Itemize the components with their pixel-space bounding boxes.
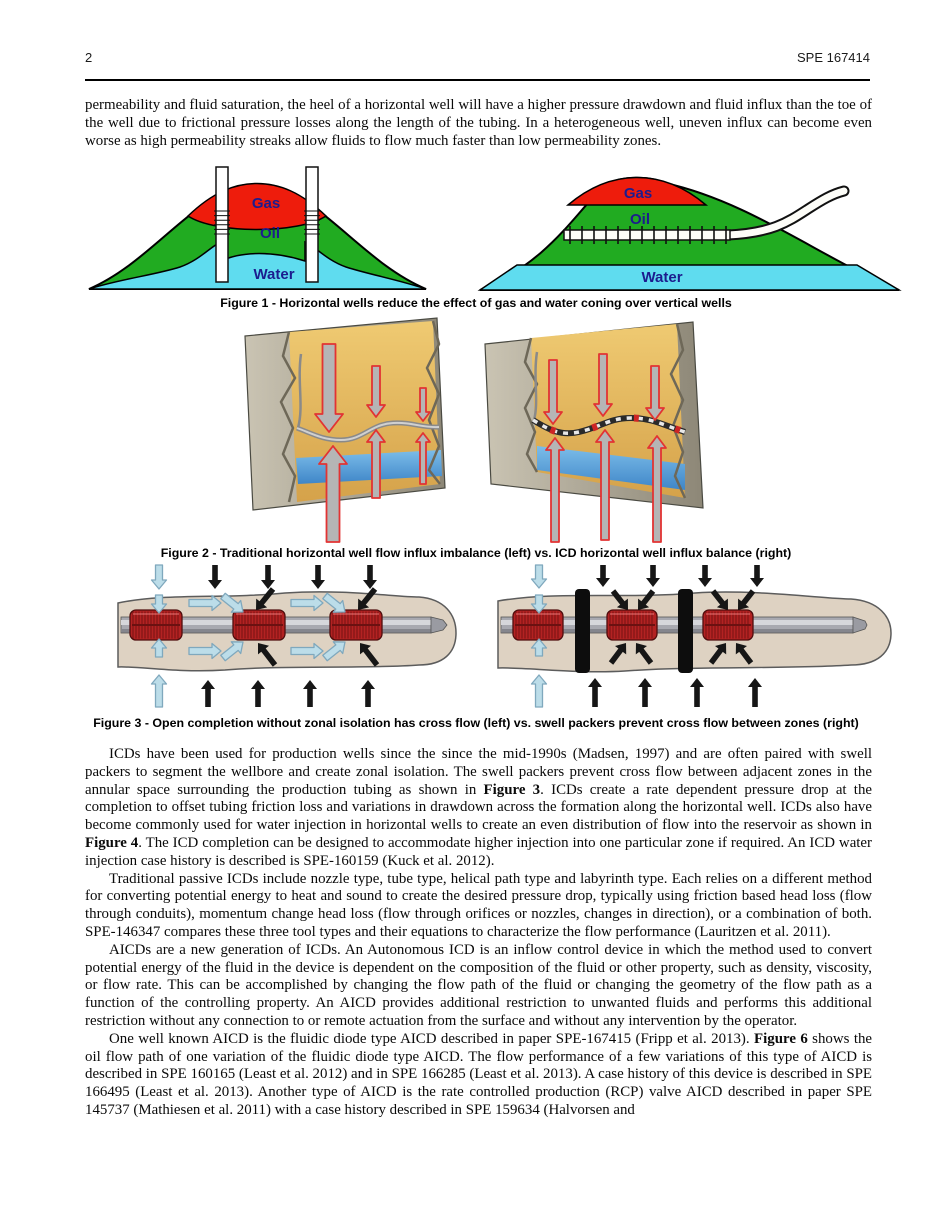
swell-packer xyxy=(678,589,693,673)
text-run: . ICDs create a rate dependent pressure drop at the completion to offset tubing friction loss and variations in drawdown across the formation along the horizontal well. ICDs also have become commonly used for water injection in horizontal wells to create an even distribution of flow into the reservoir as shown in xyxy=(85,781,873,834)
annulus-flow-arrow xyxy=(152,675,167,707)
icd-screens xyxy=(513,610,753,640)
inflow-arrow xyxy=(208,565,222,589)
figure2-rock-blocks xyxy=(241,312,711,544)
text-run: . The ICD completion can be designed to accommodate higher injection into one particular zone if required. An ICD water injection case history is described is SPE-160159 (Kuck et al. 2012). xyxy=(85,834,873,869)
inflow-arrow xyxy=(261,565,275,589)
inflow-arrow xyxy=(251,680,265,707)
icd-screen xyxy=(703,610,753,640)
icd-screens xyxy=(130,610,382,640)
icd-screen xyxy=(513,610,563,640)
gas-label: Gas xyxy=(623,185,653,202)
text-run: shows the oil flow path of one variation of the fluidic diode type AICD. The flow performance of a few variations of this type of AICD is described in SPE 160165 (Least et al. 2012) and in SPE 166285 (Least et al. 2013). A case history of this device is described in SPE 166495 (Least et al. 2013). Another type of AICD is the rate controlled production (RCP) valve AICD described in paper SPE 145737 (Mathiesen et al. 2011) with a case history described in SPE 159634 (Halvorsen and xyxy=(85,1030,873,1118)
inflow-arrow xyxy=(638,678,652,707)
intro-paragraph-container xyxy=(85,97,872,150)
figure3-open-completion xyxy=(85,563,460,710)
text-run: permeability and fluid saturation, the heel of a horizontal well will have a higher pressure drawdown and fluid influx than the toe of the well due to frictional pressure losses along the length of the tubing. In a heterogeneous well, uneven influx can become even worse as high permeability streaks allow fluids to flow much faster than low permeability zones. xyxy=(85,97,872,149)
water-zone xyxy=(480,265,899,290)
text-run: Traditional passive ICDs include nozzle type, tube type, helical path type and labyrinth type. Each relies on a different method for converting potential energy to heat and sound to create the desired pressure drop, typically using friction based head loss (flow through conduits), momentum change head loss (flow through orifices or nozzles, changes in direction), or a combination of both. SPE-146347 compares these three tool types and their equations to characterize the flow performance (Lauritzen et al. 2011). xyxy=(85,870,872,940)
water-label: Water xyxy=(253,266,295,283)
inflow-arrow xyxy=(588,678,602,707)
body-text xyxy=(85,746,872,1120)
annulus-flow-arrow xyxy=(152,565,167,589)
body-paragraph xyxy=(85,871,872,942)
inflow-arrow xyxy=(363,565,377,589)
body-paragraph xyxy=(85,1031,872,1120)
body-paragraph xyxy=(85,746,872,871)
figure-reference: Figure 3 xyxy=(483,781,541,798)
body-paragraph xyxy=(85,942,872,1031)
inflow-arrow xyxy=(311,565,325,589)
inflow-arrow xyxy=(361,680,375,707)
paper-number: SPE 167414 xyxy=(796,50,870,65)
text-run: ICDs have been used for production wells since the since the mid-1990s (Madsen, 1997) and are often paired with swell packers to segment the wellbore and create zonal isolation. The swell packers prevent cross flow between adjacent zones in the annular space surrounding the production tubing as shown in xyxy=(85,746,872,798)
gas-label: Gas xyxy=(251,195,281,212)
rock-block-icd xyxy=(485,322,703,508)
inflow-arrow xyxy=(698,565,712,587)
rock-block-traditional xyxy=(245,318,445,510)
text-run: AICDs are a new generation of ICDs. An Autonomous ICD is an inflow control device in which the method used to convert potential energy of the fluid in the device is dependent on the composition of the fluid or other property, such as density, viscosity, or flow rate. This can be accomplished by changing the flow path of the fluid or changing the geometry of the flow path as a function of the controlling property. An AICD provides additional restriction to unwanted fluids and performs this additional restriction without any connection to or remote actuation from the surface and without any intervention by the operator. xyxy=(85,941,872,1029)
figure2-caption: Figure 2 - Traditional horizontal well flow influx imbalance (left) vs. ICD horizontal well influx balance (right) xyxy=(160,546,792,560)
figure1-caption: Figure 1 - Horizontal wells reduce the effect of gas and water coning over vertical wells xyxy=(220,296,732,310)
swell-packer xyxy=(575,589,590,673)
inflow-arrow xyxy=(201,680,215,707)
icd-screen xyxy=(130,610,182,640)
inflow-arrow xyxy=(690,678,704,707)
oil-label: Oil xyxy=(629,211,651,228)
figure-reference: Figure 6 xyxy=(754,1030,808,1047)
figure3-packer-completion xyxy=(495,563,905,710)
inflow-arrow xyxy=(303,680,317,707)
horizontal-well-liner xyxy=(564,230,730,240)
oil-label: Oil xyxy=(259,225,281,242)
annulus-flow-arrow xyxy=(532,565,547,588)
inflow-arrow xyxy=(646,565,660,587)
body-paragraph xyxy=(85,97,872,150)
inflow-arrow xyxy=(750,565,764,587)
figure1-vertical-wells-diagram xyxy=(85,164,430,294)
icd-screen xyxy=(607,610,657,640)
inflow-arrow xyxy=(748,678,762,707)
figure1-horizontal-well-diagram xyxy=(472,164,905,294)
annulus-flow-arrow xyxy=(532,675,547,707)
figure3-caption: Figure 3 - Open completion without zonal isolation has cross flow (left) vs. swell packers prevent cross flow between zones (right) xyxy=(93,716,859,730)
inflow-arrow xyxy=(596,565,610,587)
icd-screen xyxy=(233,610,285,640)
header-rule xyxy=(85,79,870,81)
page-number: 2 xyxy=(85,50,93,65)
figure2 xyxy=(241,312,711,549)
icd-screen xyxy=(330,610,382,640)
water-label: Water xyxy=(641,269,683,286)
figure1 xyxy=(85,164,905,294)
figure-reference: Figure 4 xyxy=(85,834,139,851)
figure3 xyxy=(85,563,905,710)
text-run: One well known AICD is the fluidic diode type AICD described in paper SPE-167415 (Fripp et al. 2013). xyxy=(109,1030,755,1047)
